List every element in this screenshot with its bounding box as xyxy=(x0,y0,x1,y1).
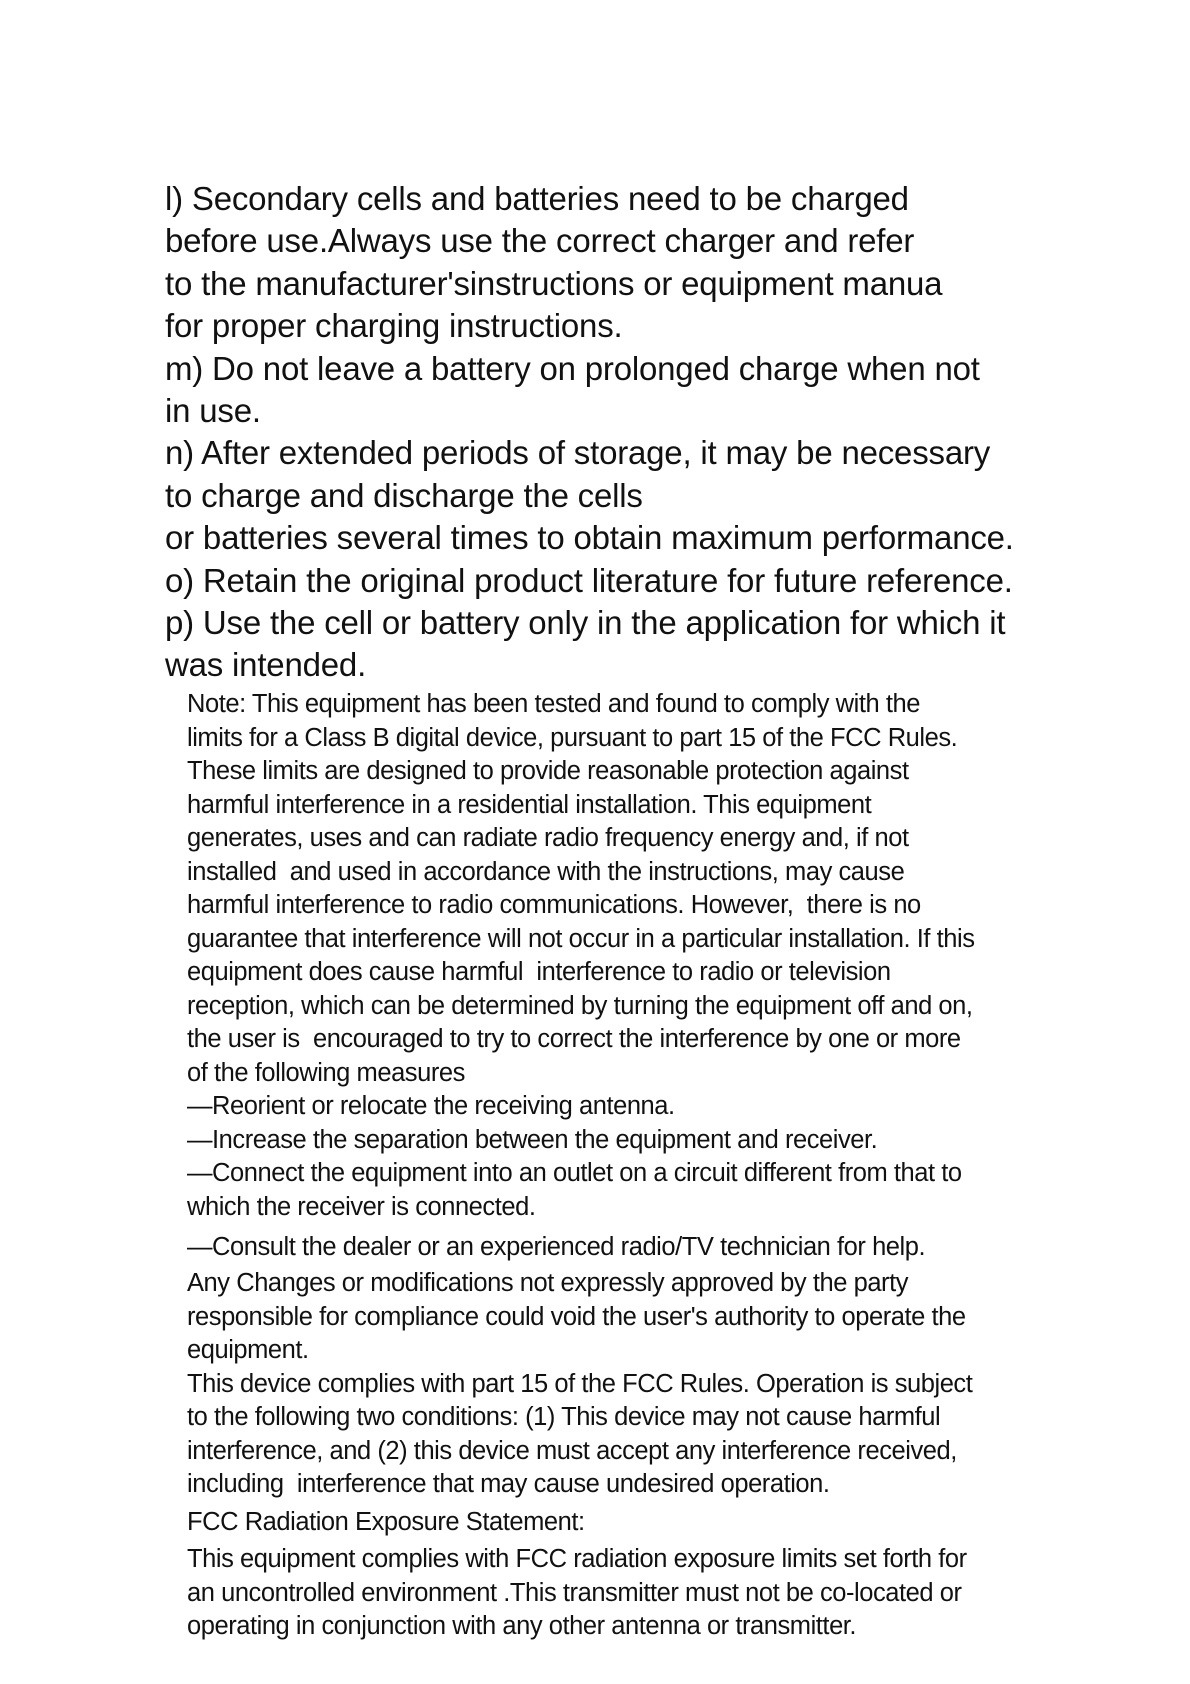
text-line: l) Secondary cells and batteries need to be charged xyxy=(165,180,909,217)
text-line: harmful interference to radio communications. However, there is no xyxy=(187,891,921,919)
text-line: responsible for compliance could void the user's authority to operate the xyxy=(187,1302,966,1331)
text-line: or batteries several times to obtain maximum performance. xyxy=(165,519,1014,557)
battery-instructions xyxy=(165,178,1065,687)
text-line: p) Use the cell or battery only in the application for which it xyxy=(165,604,1006,642)
text-line: Any Changes or modifications not expressly approved by the party xyxy=(187,1269,909,1297)
text-line: reception, which can be determined by turning the equipment off and on, xyxy=(187,991,973,1020)
changes-and-compliance xyxy=(187,1267,1087,1502)
text-line: —Consult the dealer or an experienced radio/TV technician for help. xyxy=(187,1233,926,1261)
text-line: in use. xyxy=(165,392,261,430)
text-line: —Increase the separation between the equipment and receiver. xyxy=(187,1125,878,1154)
consult-line xyxy=(187,1231,1087,1265)
text-line: These limits are designed to provide reasonable protection against xyxy=(187,757,909,785)
text-line: including interference that may cause undesired operation. xyxy=(187,1470,830,1498)
text-line: operating in conjunction with any other antenna or transmitter. xyxy=(187,1612,857,1640)
section-heading: FCC Radiation Exposure Statement: xyxy=(187,1508,585,1536)
text-line: o) Retain the original product literature for future reference. xyxy=(165,561,1013,599)
text-line: —Reorient or relocate the receiving antenna. xyxy=(187,1092,675,1120)
text-line: which the receiver is connected. xyxy=(187,1192,536,1221)
text-line: interference, and (2) this device must accept any interference received, xyxy=(187,1436,957,1465)
text-line: —Connect the equipment into an outlet on a circuit different from that to xyxy=(187,1159,962,1187)
fcc-note xyxy=(187,688,1087,1224)
radiation-exposure-title xyxy=(187,1506,1087,1540)
text-line: was intended. xyxy=(165,646,367,684)
text-line: m) Do not leave a battery on prolonged charge when not xyxy=(165,349,980,387)
text-line: generates, uses and can radiate radio frequency energy and, if not xyxy=(187,824,909,852)
text-line: n) After extended periods of storage, it may be necessary xyxy=(165,434,991,472)
text-line: to charge and discharge the cells xyxy=(165,476,643,514)
text-line: Note: This equipment has been tested and found to comply with the xyxy=(187,690,920,718)
text-line: of the following measures xyxy=(187,1058,465,1087)
radiation-exposure-statement xyxy=(187,1543,1087,1644)
text-line: harmful interference in a residential installation. This equipment xyxy=(187,790,872,819)
text-line: This equipment complies with FCC radiation exposure limits set forth for xyxy=(187,1545,967,1573)
text-line: before use.Always use the correct charger and refer xyxy=(165,222,915,260)
text-line: an uncontrolled environment .This transmitter must not be co-located or xyxy=(187,1578,962,1607)
text-line: for proper charging instructions. xyxy=(165,307,623,345)
text-line: equipment does cause harmful interference to radio or television xyxy=(187,958,891,986)
text-line: equipment. xyxy=(187,1336,309,1364)
text-line: to the following two conditions: (1) This device may not cause harmful xyxy=(187,1403,941,1431)
text-line: guarantee that interference will not occur in a particular installation. If this xyxy=(187,924,975,953)
text-line: This device complies with part 15 of the FCC Rules. Operation is subject xyxy=(187,1369,973,1398)
text-line: the user is encouraged to try to correct the interference by one or more xyxy=(187,1025,961,1053)
text-line: limits for a Class B digital device, pursuant to part 15 of the FCC Rules. xyxy=(187,723,958,752)
text-line: to the manufacturer'sinstructions or equipment manua xyxy=(165,264,943,302)
text-line: installed and used in accordance with the instructions, may cause xyxy=(187,857,905,886)
